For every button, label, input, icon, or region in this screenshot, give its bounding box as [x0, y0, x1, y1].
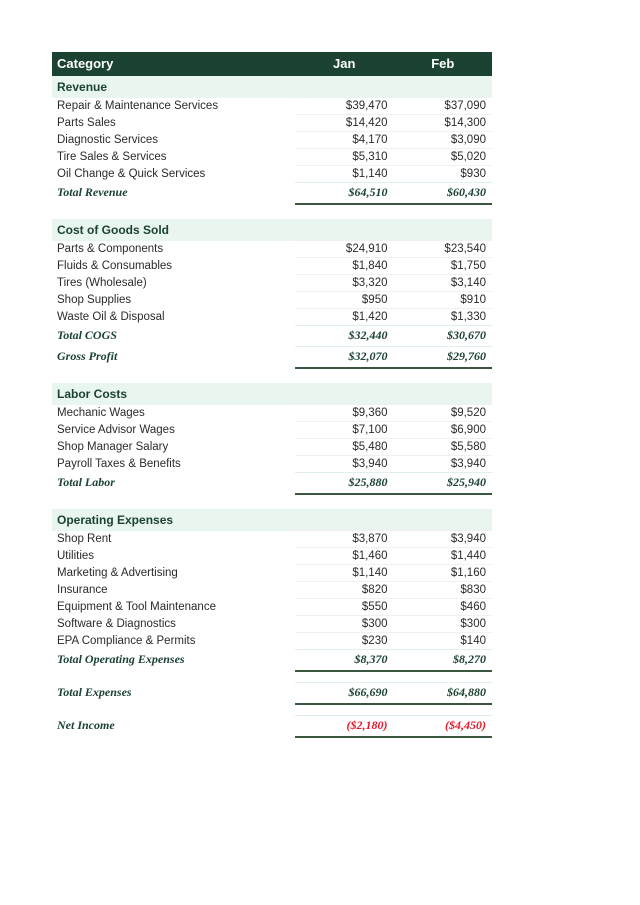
row-label: Service Advisor Wages — [57, 424, 175, 436]
table-row — [52, 275, 492, 292]
cell-jan: $950 — [295, 292, 394, 309]
row-label: Diagnostic Services — [57, 134, 158, 146]
row-label: Software & Diagnostics — [57, 618, 176, 630]
cell-jan: $14,420 — [295, 115, 394, 132]
table-row — [52, 292, 492, 309]
cell-feb: $6,900 — [394, 422, 493, 439]
cell-feb: $9,520 — [394, 405, 493, 422]
cell-feb: $14,300 — [394, 115, 493, 132]
cell-jan: $24,910 — [295, 241, 394, 258]
table-row — [52, 531, 492, 548]
total-row — [52, 347, 492, 369]
table-row — [52, 241, 492, 258]
cell-feb: $930 — [394, 166, 493, 183]
cell-feb: $300 — [394, 616, 493, 633]
section-header-label: Labor Costs — [52, 383, 492, 405]
column-header-feb: Feb — [394, 52, 493, 76]
row-label: Net Income — [57, 718, 115, 733]
cell-feb: $3,940 — [394, 456, 493, 473]
table-row — [52, 98, 492, 115]
row-label: Mechanic Wages — [57, 407, 145, 419]
financial-statement-table — [52, 52, 492, 738]
table-body — [52, 76, 492, 737]
table-row — [52, 258, 492, 275]
table-row — [52, 166, 492, 183]
table-row — [52, 149, 492, 166]
cell-jan: $8,370 — [295, 650, 394, 672]
total-row — [52, 650, 492, 672]
section-header-row — [52, 383, 492, 405]
cell-feb: $1,440 — [394, 548, 493, 565]
cell-feb: $64,880 — [394, 683, 493, 705]
row-label: Tire Sales & Services — [57, 151, 167, 163]
cell-jan: $5,480 — [295, 439, 394, 456]
cell-jan: $64,510 — [295, 183, 394, 205]
cell-jan: $4,170 — [295, 132, 394, 149]
total-row — [52, 183, 492, 205]
cell-jan: $3,870 — [295, 531, 394, 548]
cell-jan: $32,440 — [295, 326, 394, 347]
cell-jan: ($2,180) — [295, 716, 394, 738]
cell-jan: $3,940 — [295, 456, 394, 473]
spacer-row — [52, 671, 492, 683]
spacer-cell — [52, 204, 492, 219]
cell-jan: $66,690 — [295, 683, 394, 705]
table-row — [52, 115, 492, 132]
spacer-cell — [52, 494, 492, 509]
section-header-label: Revenue — [52, 76, 492, 98]
section-header-label: Cost of Goods Sold — [52, 219, 492, 241]
cell-jan: $1,460 — [295, 548, 394, 565]
cell-jan: $7,100 — [295, 422, 394, 439]
row-label: Parts & Components — [57, 243, 164, 255]
cell-jan: $550 — [295, 599, 394, 616]
cell-feb: $3,140 — [394, 275, 493, 292]
spacer-row — [52, 704, 492, 716]
column-header-category: Category — [52, 52, 295, 76]
row-label: Oil Change & Quick Services — [57, 168, 206, 180]
table-row — [52, 565, 492, 582]
cell-feb: $830 — [394, 582, 493, 599]
cell-feb: $460 — [394, 599, 493, 616]
section-header-row — [52, 219, 492, 241]
row-label: Total Labor — [57, 475, 115, 490]
spacer-row — [52, 204, 492, 219]
table-header — [52, 52, 492, 76]
cell-jan: $1,420 — [295, 309, 394, 326]
section-header-row — [52, 509, 492, 531]
cell-feb: $3,940 — [394, 531, 493, 548]
row-label: Repair & Maintenance Services — [57, 100, 219, 112]
cell-jan: $39,470 — [295, 98, 394, 115]
spacer-row — [52, 368, 492, 383]
row-label: Tires (Wholesale) — [57, 277, 147, 289]
cell-jan: $1,140 — [295, 166, 394, 183]
total-row — [52, 326, 492, 347]
row-label: Gross Profit — [57, 349, 118, 364]
cell-feb: $5,580 — [394, 439, 493, 456]
cell-feb: $37,090 — [394, 98, 493, 115]
row-label: Insurance — [57, 584, 108, 596]
cell-jan: $9,360 — [295, 405, 394, 422]
section-header-row — [52, 76, 492, 98]
total-row — [52, 683, 492, 705]
spacer-cell — [52, 368, 492, 383]
cell-jan: $1,840 — [295, 258, 394, 275]
row-label: Total Operating Expenses — [57, 652, 185, 667]
cell-jan: $25,880 — [295, 473, 394, 495]
cell-feb: $60,430 — [394, 183, 493, 205]
table-row — [52, 633, 492, 650]
column-header-jan: Jan — [295, 52, 394, 76]
cell-feb: $140 — [394, 633, 493, 650]
row-label: Waste Oil & Disposal — [57, 311, 165, 323]
cell-feb: $25,940 — [394, 473, 493, 495]
cell-jan: $1,140 — [295, 565, 394, 582]
table-row — [52, 439, 492, 456]
row-label: Utilities — [57, 550, 95, 562]
table-row — [52, 132, 492, 149]
table-row — [52, 456, 492, 473]
cell-jan: $300 — [295, 616, 394, 633]
net-income-row — [52, 716, 492, 738]
row-label: Shop Manager Salary — [57, 441, 169, 453]
row-label: Shop Rent — [57, 533, 112, 545]
cell-feb: $1,330 — [394, 309, 493, 326]
total-row — [52, 473, 492, 495]
row-label: Shop Supplies — [57, 294, 132, 306]
row-label: Marketing & Advertising — [57, 567, 178, 579]
cell-feb: $8,270 — [394, 650, 493, 672]
cell-feb: $3,090 — [394, 132, 493, 149]
cell-jan: $230 — [295, 633, 394, 650]
cell-feb: $1,160 — [394, 565, 493, 582]
spacer-cell — [52, 704, 492, 716]
table-row — [52, 405, 492, 422]
row-label: EPA Compliance & Permits — [57, 635, 196, 647]
cell-jan: $5,310 — [295, 149, 394, 166]
row-label: Fluids & Consumables — [57, 260, 173, 272]
cell-feb: $1,750 — [394, 258, 493, 275]
row-label: Total COGS — [57, 328, 117, 342]
profit-and-loss-statement — [52, 52, 492, 738]
table-row — [52, 582, 492, 599]
row-label: Parts Sales — [57, 117, 116, 129]
spacer-cell — [52, 671, 492, 683]
cell-feb: $29,760 — [394, 347, 493, 369]
cell-feb: $910 — [394, 292, 493, 309]
table-row — [52, 548, 492, 565]
cell-jan: $3,320 — [295, 275, 394, 292]
cell-feb: $23,540 — [394, 241, 493, 258]
cell-jan: $32,070 — [295, 347, 394, 369]
section-header-label: Operating Expenses — [52, 509, 492, 531]
cell-feb: ($4,450) — [394, 716, 493, 738]
cell-jan: $820 — [295, 582, 394, 599]
table-row — [52, 309, 492, 326]
row-label: Payroll Taxes & Benefits — [57, 458, 181, 470]
row-label: Equipment & Tool Maintenance — [57, 601, 216, 613]
table-row — [52, 599, 492, 616]
cell-feb: $5,020 — [394, 149, 493, 166]
cell-feb: $30,670 — [394, 326, 493, 347]
table-row — [52, 422, 492, 439]
table-row — [52, 616, 492, 633]
row-label: Total Expenses — [57, 685, 132, 700]
header-row — [52, 52, 492, 76]
row-label: Total Revenue — [57, 185, 128, 200]
spacer-row — [52, 494, 492, 509]
